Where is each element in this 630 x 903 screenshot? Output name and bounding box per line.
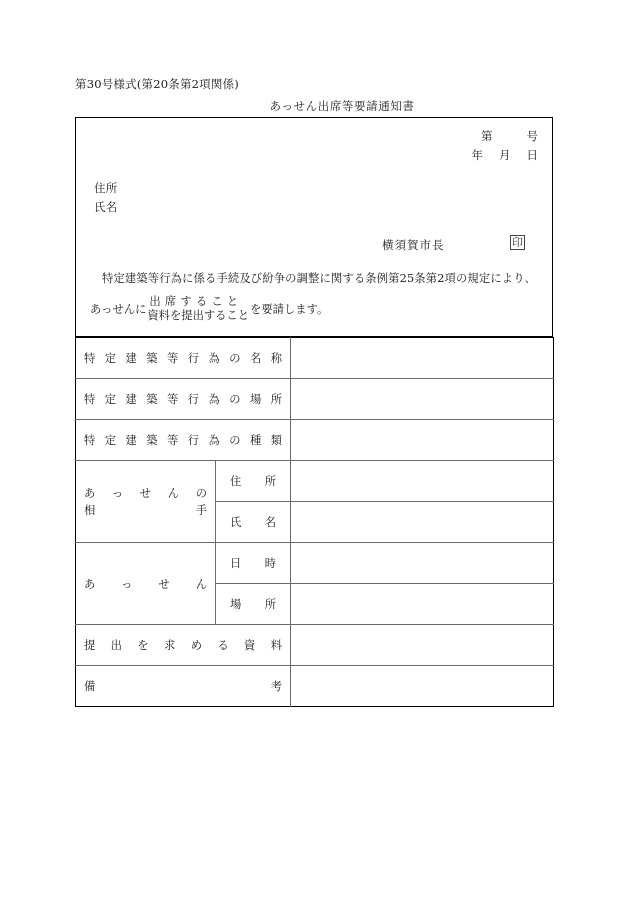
value-requested-documents[interactable] [291, 625, 554, 666]
notice-body-suffix: を要請します。 [250, 302, 329, 316]
notice-box [75, 117, 553, 337]
table-row [76, 666, 554, 707]
recipient-block [94, 179, 118, 217]
seal-icon: 印 [512, 236, 523, 249]
recipient-name-label: 氏名 [94, 200, 118, 214]
table-row [76, 420, 554, 461]
table-row [76, 543, 554, 584]
sublabel-counterpart-name: 氏名 [216, 502, 291, 543]
label-project-place: 特定建築等行為の場所 [76, 379, 291, 420]
form-code: 第30号様式(第20条第2項関係) [75, 77, 239, 91]
label-mediation: あっせん [76, 543, 216, 625]
notice-body-line1: 特定建築等行為に係る手続及び紛争の調整に関する条例第25条第2項の規定により、 [102, 272, 537, 285]
label-remarks: 備考 [76, 666, 291, 707]
label-requested-documents: 提出を求める資料 [76, 625, 291, 666]
value-project-type[interactable] [291, 420, 554, 461]
value-counterpart-name[interactable] [291, 502, 554, 543]
recipient-address-label: 住所 [94, 181, 118, 195]
number-prefix: 第 [481, 129, 493, 143]
document-date-line [472, 146, 539, 165]
sublabel-counterpart-address: 住所 [216, 461, 291, 502]
label-project-type: 特定建築等行為の種類 [76, 420, 291, 461]
document-number-block [472, 127, 539, 165]
notice-body-line2 [90, 295, 542, 322]
label-counterpart-text: あっせんの 相手 [84, 486, 207, 517]
label-counterpart [76, 461, 216, 543]
request-option-stack [147, 295, 249, 322]
sublabel-mediation-datetime: 日時 [216, 543, 291, 584]
date-day: 日 [526, 148, 538, 162]
date-month: 月 [499, 148, 511, 162]
value-counterpart-address[interactable] [291, 461, 554, 502]
value-remarks[interactable] [291, 666, 554, 707]
date-year: 年 [471, 148, 483, 162]
table-row [76, 461, 554, 502]
label-project-name: 特定建築等行為の名称 [76, 338, 291, 379]
value-project-place[interactable] [291, 379, 554, 420]
table-row [76, 338, 554, 379]
issuer-row [76, 237, 552, 259]
sublabel-mediation-place: 場所 [216, 584, 291, 625]
request-option-attend: 出席すること [149, 295, 243, 308]
request-option-submit: 資料を提出すること [147, 308, 250, 322]
value-mediation-datetime[interactable] [291, 543, 554, 584]
table-row [76, 379, 554, 420]
number-suffix: 号 [526, 129, 538, 143]
value-project-name[interactable] [291, 338, 554, 379]
value-mediation-place[interactable] [291, 584, 554, 625]
document-number-line [472, 127, 539, 146]
table-row [76, 625, 554, 666]
notice-body-prefix: あっせんに [90, 302, 147, 316]
form-table [75, 337, 554, 707]
issuer-name: 横須賀市長 [382, 238, 445, 252]
notice-body [90, 270, 542, 322]
document-title: あっせん出席等要請通知書 [269, 99, 415, 113]
